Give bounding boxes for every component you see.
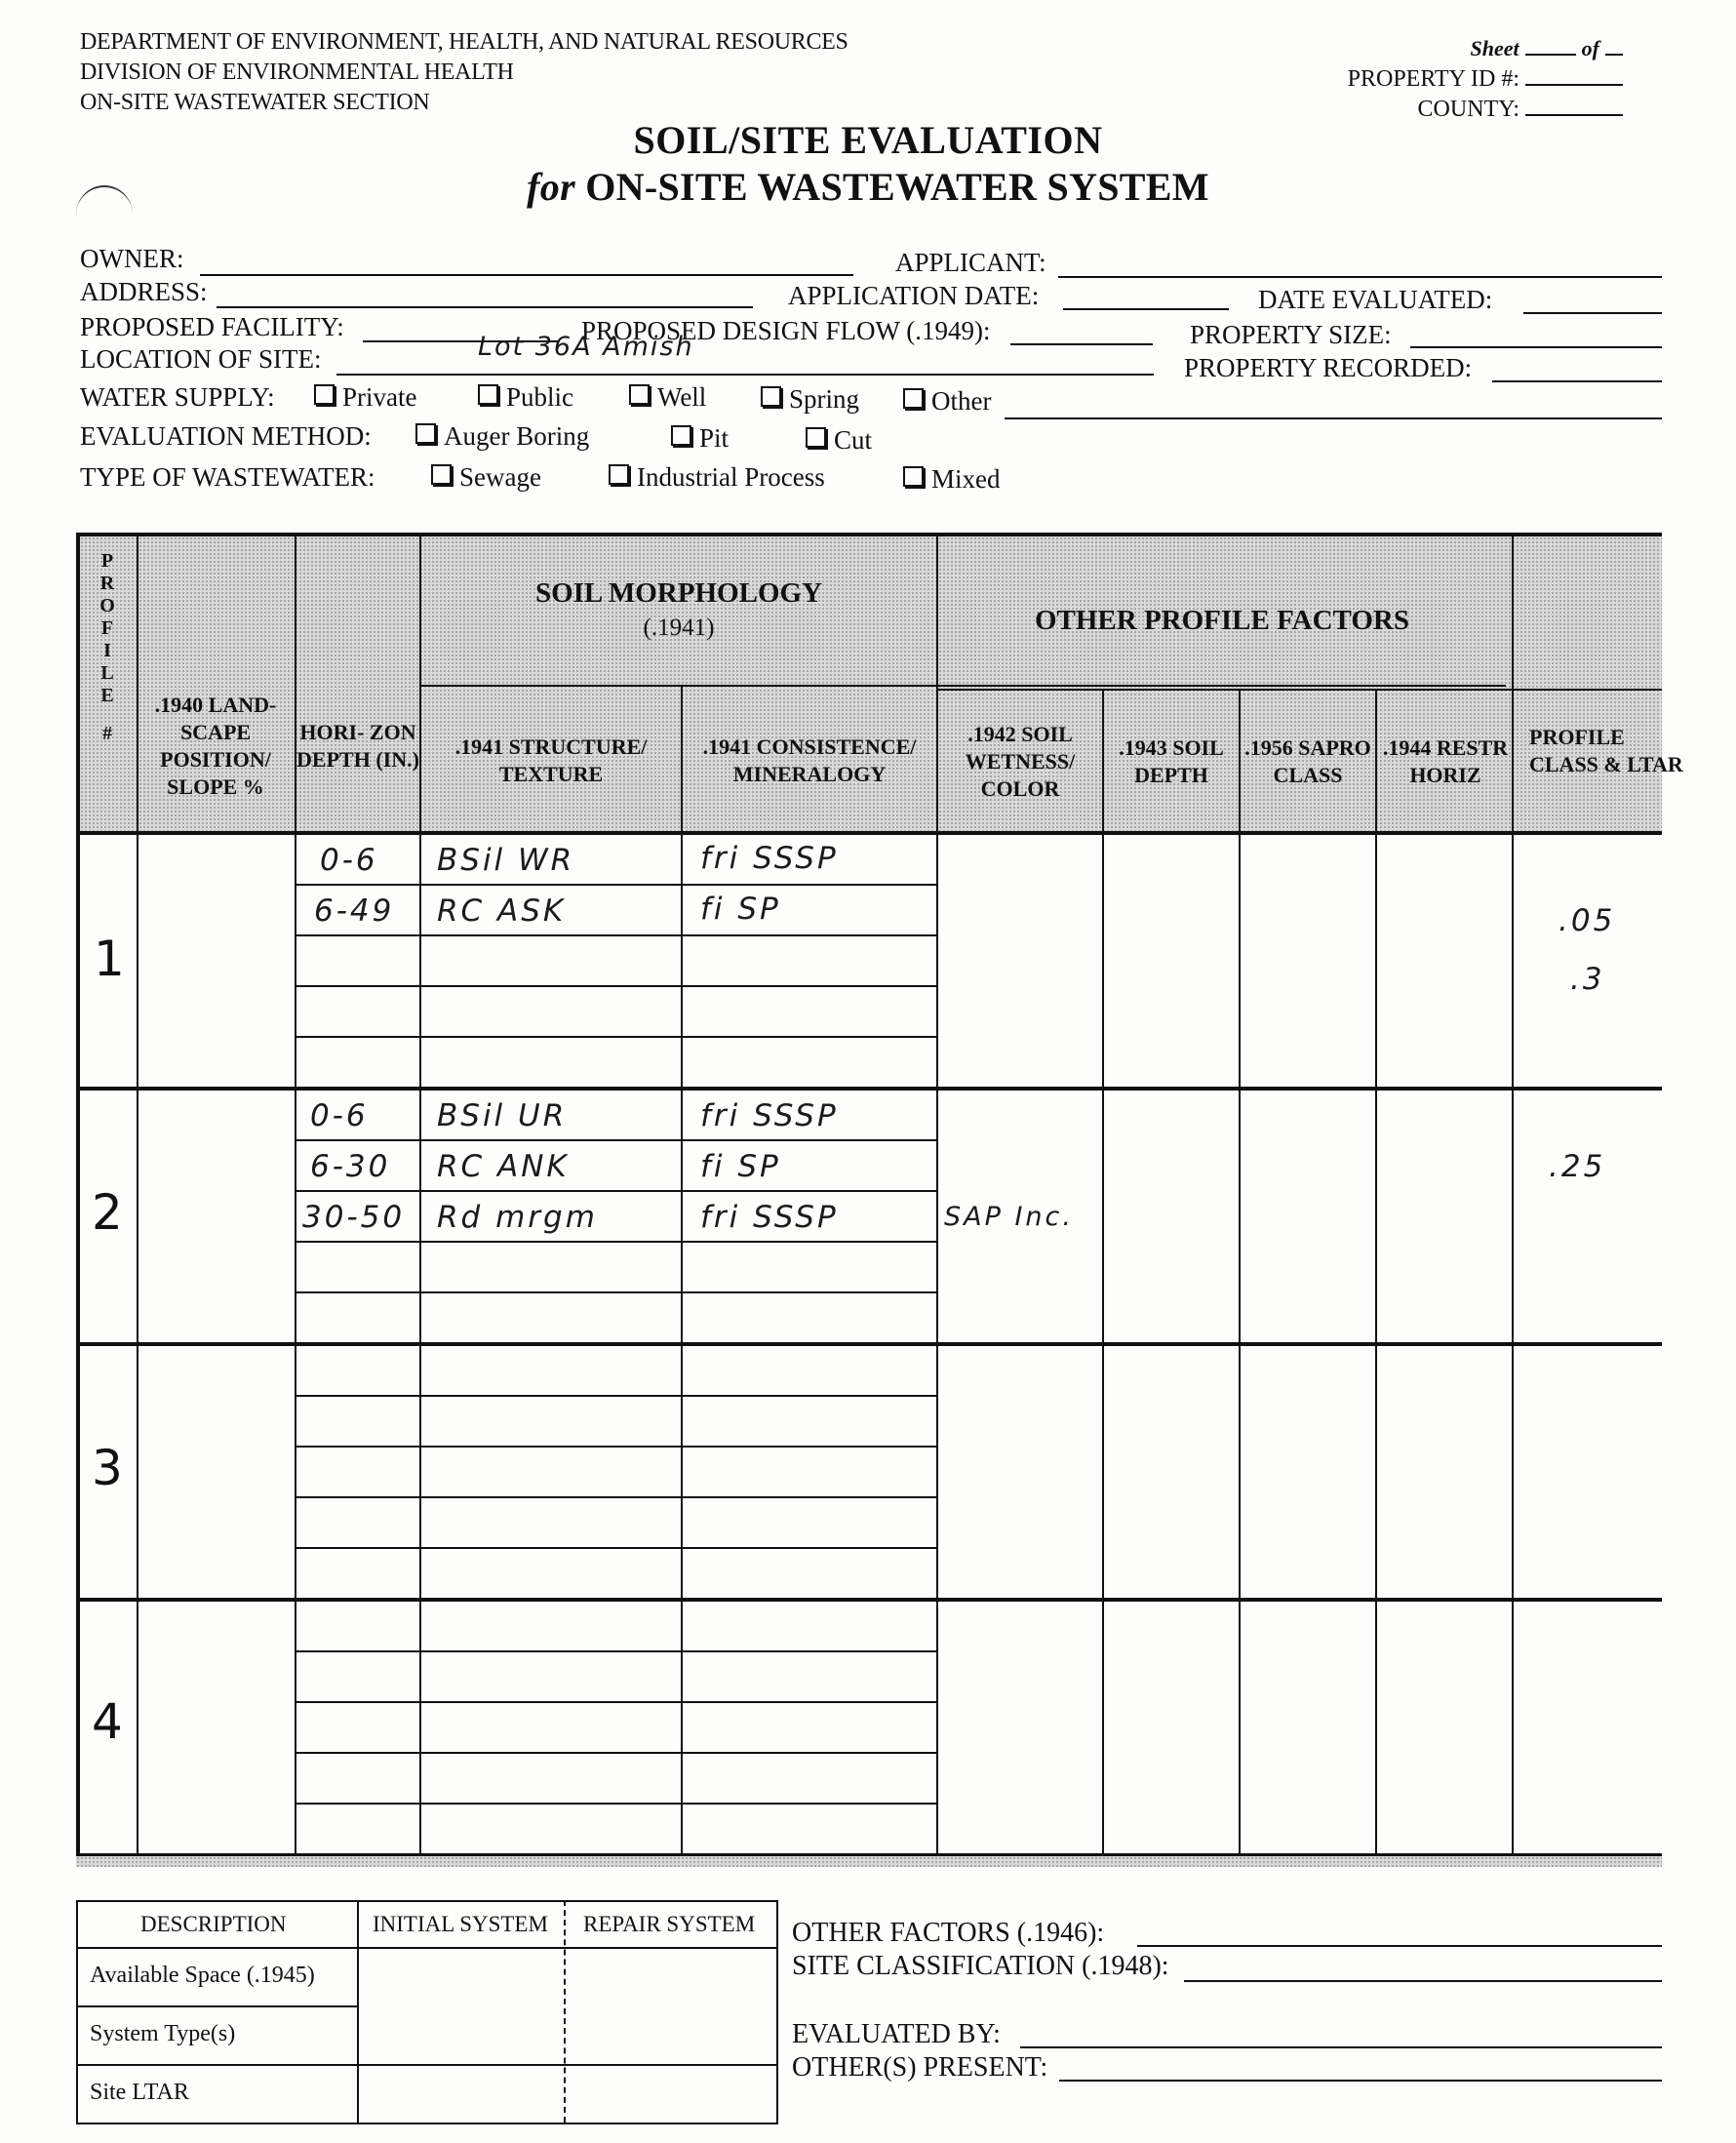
county-field[interactable] xyxy=(1525,114,1623,116)
site-classification-field[interactable] xyxy=(1184,1980,1662,1982)
repair-system-header: REPAIR SYSTEM xyxy=(583,1912,756,1936)
design-flow-field[interactable] xyxy=(1010,343,1153,345)
checkbox-sewage[interactable] xyxy=(431,462,541,493)
checkbox-other[interactable] xyxy=(903,386,991,417)
consistence-mineralogy-header: .1941 CONSISTENCE/ MINERALOGY xyxy=(702,734,917,786)
property-recorded-field[interactable] xyxy=(1492,380,1662,382)
checkbox-cut[interactable] xyxy=(806,425,872,456)
water-supply-label: WATER SUPPLY: xyxy=(80,382,275,412)
profile-letter: R xyxy=(99,573,115,594)
p1-depth-1: 0-6 xyxy=(320,843,378,878)
repair-available-space-field[interactable] xyxy=(568,1951,774,2002)
checkbox-pit[interactable] xyxy=(671,423,729,454)
other-water-field[interactable] xyxy=(1005,417,1662,419)
form-subtitle xyxy=(0,164,1736,210)
soil-morphology-code: (.1941) xyxy=(643,615,715,641)
p2-consistence-1: fri SSSP xyxy=(700,1098,839,1133)
soil-morphology-header xyxy=(421,552,936,669)
profile-letter: O xyxy=(99,595,115,616)
applicant-field[interactable] xyxy=(1058,276,1662,278)
section-name: ON-SITE WASTEWATER SECTION xyxy=(80,90,430,115)
punch-hole-mark xyxy=(76,185,133,244)
agency-header xyxy=(80,27,848,118)
address-label: ADDRESS: xyxy=(80,277,208,306)
p2-depth-1: 0-6 xyxy=(310,1098,369,1133)
landscape-header: .1940 LAND- SCAPE POSITION/ SLOPE % xyxy=(154,693,277,799)
p1-depth-2: 6-49 xyxy=(314,893,395,929)
site-ltar-label: Site LTAR xyxy=(90,2080,189,2105)
application-date-label: APPLICATION DATE: xyxy=(788,281,1040,310)
p2-consistence-2: fi SP xyxy=(700,1149,781,1184)
department-name: DEPARTMENT OF ENVIRONMENT, HEALTH, AND NATURAL RESOURCES xyxy=(80,29,848,55)
structure-texture-header: .1941 STRUCTURE/ TEXTURE xyxy=(454,734,648,786)
property-size-label: PROPERTY SIZE: xyxy=(1190,320,1392,349)
initial-available-space-field[interactable] xyxy=(361,1951,562,2002)
date-evaluated-label: DATE EVALUATED: xyxy=(1258,285,1493,314)
checkbox-box-icon xyxy=(609,464,629,485)
location-value: Lot 36A Amish xyxy=(478,332,694,362)
sewage-label: Sewage xyxy=(459,462,541,492)
others-present-label: OTHER(S) PRESENT: xyxy=(792,2052,1048,2083)
checkbox-box-icon xyxy=(431,464,452,485)
other-label: Other xyxy=(931,386,992,416)
profile-number-4: 4 xyxy=(92,1693,123,1750)
private-label: Private xyxy=(342,382,417,412)
p1-ltar-2: .3 xyxy=(1570,962,1605,997)
applicant-label: APPLICANT: xyxy=(895,248,1046,277)
industrial-process-label: Industrial Process xyxy=(637,462,825,492)
checkbox-industrial-process[interactable] xyxy=(609,462,825,493)
checkbox-spring[interactable] xyxy=(761,384,859,415)
checkbox-box-icon xyxy=(629,384,650,405)
pit-label: Pit xyxy=(699,423,730,453)
p2-structure-3: Rd mrgm xyxy=(437,1200,598,1235)
mixed-label: Mixed xyxy=(931,464,1001,494)
p2-consistence-3: fri SSSP xyxy=(700,1200,839,1235)
owner-label: OWNER: xyxy=(80,244,184,273)
evaluation-method-label: EVALUATION METHOD: xyxy=(80,421,372,451)
initial-system-type-field[interactable] xyxy=(361,2009,562,2062)
location-field[interactable] xyxy=(336,374,1154,376)
for-word: for xyxy=(527,165,575,209)
public-label: Public xyxy=(506,382,574,412)
sheet-number-field[interactable] xyxy=(1525,54,1576,56)
profile-letter: I xyxy=(103,640,111,661)
p2-ltar: .25 xyxy=(1549,1149,1606,1184)
initial-system-header: INITIAL SYSTEM xyxy=(373,1912,548,1936)
property-recorded-label: PROPERTY RECORDED: xyxy=(1184,353,1473,382)
table-bottom-border xyxy=(76,1853,1662,1867)
proposed-facility-label: PROPOSED FACILITY: xyxy=(80,312,344,341)
address-field[interactable] xyxy=(217,306,753,308)
repair-system-type-field[interactable] xyxy=(568,2009,774,2062)
subtitle-text: ON-SITE WASTEWATER SYSTEM xyxy=(585,165,1209,209)
system-description-table xyxy=(76,1900,778,2132)
soil-evaluation-table xyxy=(76,533,1683,1867)
others-present-field[interactable] xyxy=(1059,2080,1662,2082)
other-profile-factors-header: OTHER PROFILE FACTORS xyxy=(1034,605,1410,636)
sheet-info xyxy=(1348,33,1623,125)
checkbox-box-icon xyxy=(314,384,335,405)
owner-field[interactable] xyxy=(200,274,853,276)
profile-number-3: 3 xyxy=(92,1440,123,1496)
p2-structure-1: BSil UR xyxy=(437,1098,568,1133)
application-date-field[interactable] xyxy=(1063,308,1229,310)
profile-number-header xyxy=(88,550,127,745)
property-id-label: PROPERTY ID #: xyxy=(1347,66,1519,92)
initial-site-ltar-field[interactable] xyxy=(361,2068,562,2121)
p2-structure-2: RC ANK xyxy=(437,1149,570,1184)
soil-wetness-header: .1942 SOIL WETNESS/ COLOR xyxy=(965,722,1076,801)
evaluated-by-label: EVALUATED BY: xyxy=(792,2019,1001,2049)
p2-wetness: SAP Inc. xyxy=(944,1202,1074,1232)
location-label: LOCATION OF SITE: xyxy=(80,344,322,374)
of-label: of xyxy=(1581,36,1599,60)
form-title: SOIL/SITE EVALUATION xyxy=(633,118,1103,162)
checkbox-box-icon xyxy=(761,386,781,407)
sheet-total-field[interactable] xyxy=(1605,54,1623,56)
sheet-label: Sheet xyxy=(1470,36,1519,60)
soil-morphology-title: SOIL MORPHOLOGY xyxy=(534,577,823,609)
profile-number-1: 1 xyxy=(94,931,125,987)
p1-ltar-1: .05 xyxy=(1558,903,1616,938)
available-space-label: Available Space (.1945) xyxy=(90,1963,315,1988)
well-label: Well xyxy=(657,382,707,412)
checkbox-box-icon xyxy=(415,423,436,444)
cut-label: Cut xyxy=(834,425,873,455)
checkbox-box-icon xyxy=(903,388,924,409)
p1-consistence-1: fri SSSP xyxy=(700,841,839,876)
restr-horiz-header: .1944 RESTR HORIZ xyxy=(1382,735,1509,787)
property-id-field[interactable] xyxy=(1525,84,1623,86)
checkbox-auger-boring[interactable] xyxy=(415,421,589,452)
checkbox-box-icon xyxy=(478,384,498,405)
profile-letter: E xyxy=(100,685,114,706)
site-classification-label: SITE CLASSIFICATION (.1948): xyxy=(792,1951,1169,1981)
soil-depth-header: .1943 SOIL DEPTH xyxy=(1119,735,1224,787)
auger-boring-label: Auger Boring xyxy=(444,421,590,451)
checkbox-private[interactable] xyxy=(314,382,416,413)
county-label: COUNTY: xyxy=(1417,97,1519,122)
sapro-class-header: .1956 SAPRO CLASS xyxy=(1244,735,1371,787)
horizon-depth-header: HORI- ZON DEPTH (IN.) xyxy=(296,720,419,772)
checkbox-box-icon xyxy=(806,427,826,448)
date-evaluated-field[interactable] xyxy=(1523,312,1662,314)
profile-number-2: 2 xyxy=(92,1184,123,1241)
division-name: DIVISION OF ENVIRONMENTAL HEALTH xyxy=(80,60,514,85)
wastewater-type-label: TYPE OF WASTEWATER: xyxy=(80,462,375,492)
property-size-field[interactable] xyxy=(1410,346,1662,348)
profile-letter: F xyxy=(100,617,114,639)
checkbox-public[interactable] xyxy=(478,382,573,413)
p2-depth-2: 6-30 xyxy=(310,1149,391,1184)
repair-site-ltar-field[interactable] xyxy=(568,2068,774,2121)
checkbox-well[interactable] xyxy=(629,382,706,413)
spring-label: Spring xyxy=(789,384,860,414)
checkbox-box-icon xyxy=(671,425,691,446)
checkbox-mixed[interactable] xyxy=(903,464,1001,495)
checkbox-box-icon xyxy=(903,466,924,487)
system-types-label: System Type(s) xyxy=(90,2021,236,2046)
other-factors-label: OTHER FACTORS (.1946): xyxy=(792,1918,1105,1948)
p1-consistence-2: fi SP xyxy=(700,892,781,927)
p1-structure-1: BSil WR xyxy=(437,843,575,878)
design-flow-label: PROPOSED DESIGN FLOW (.1949): xyxy=(581,316,991,345)
evaluated-by-field[interactable] xyxy=(1020,2046,1662,2048)
profile-class-header: PROFILE CLASS & LTAR xyxy=(1529,725,1683,776)
description-header: DESCRIPTION xyxy=(140,1912,287,1936)
profile-letter: P xyxy=(100,550,114,572)
profile-letter: L xyxy=(100,662,114,684)
p2-depth-3: 30-50 xyxy=(302,1200,406,1235)
other-factors-field[interactable] xyxy=(1137,1945,1662,1947)
profile-letter: # xyxy=(102,723,112,744)
p1-structure-2: RC ASK xyxy=(437,893,567,929)
